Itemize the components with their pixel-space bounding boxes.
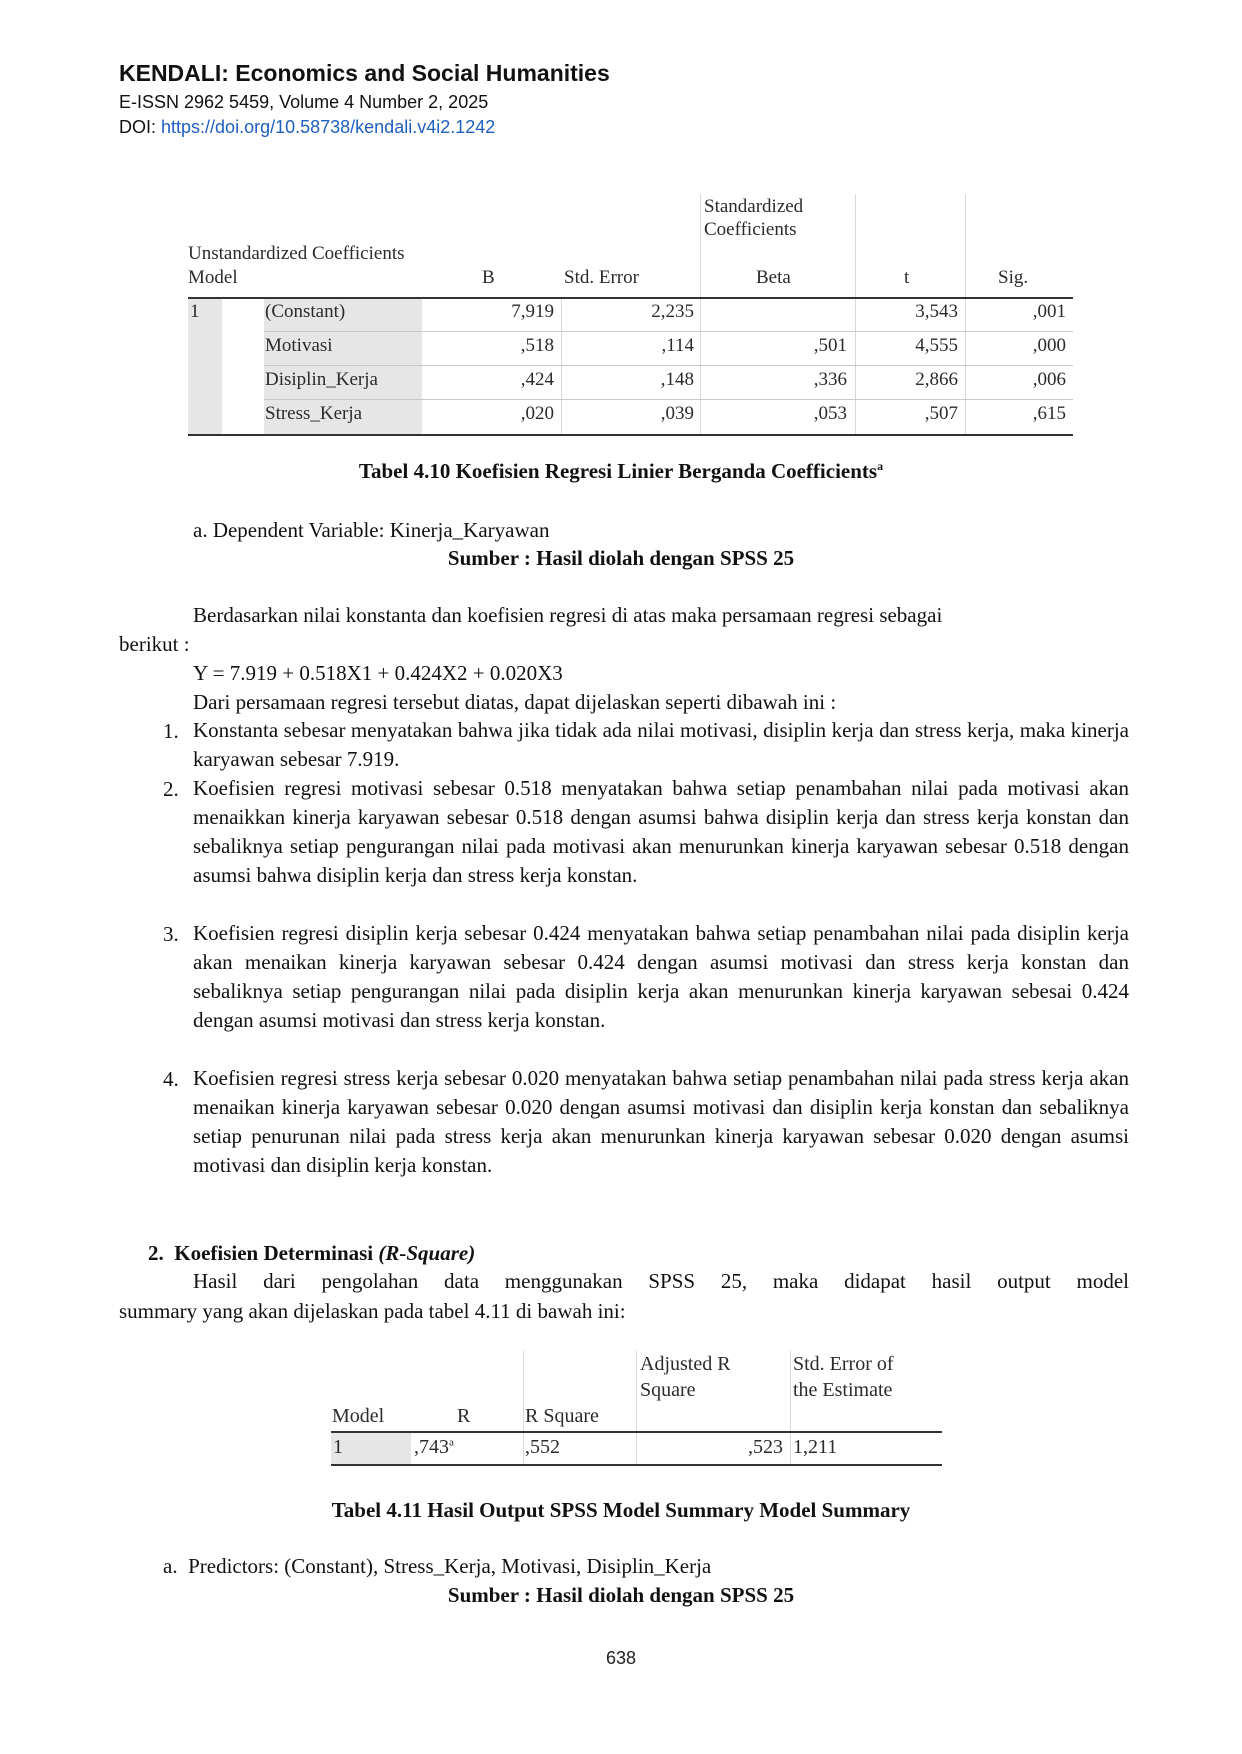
header-model: Model	[188, 267, 238, 288]
caption-superscript: a	[877, 459, 884, 473]
grid-line	[700, 298, 701, 434]
table-rule	[331, 1431, 942, 1433]
header-r-square: R Square	[525, 1405, 599, 1427]
adjusted-r-square-value: ,523	[748, 1436, 783, 1458]
header-adjusted-r: Adjusted R	[640, 1353, 731, 1375]
intro-line-continued: berikut :	[119, 632, 190, 656]
section-number: 2.	[148, 1241, 164, 1265]
grid-line	[965, 194, 966, 298]
header-standardized: Standardized	[704, 196, 804, 217]
issn-line: E-ISSN 2962 5459, Volume 4 Number 2, 2025	[119, 92, 489, 112]
t-value: 4,555	[915, 335, 958, 356]
sig-value: ,006	[1032, 369, 1066, 390]
std-error-value: 2,235	[651, 301, 694, 322]
model-number: 1	[333, 1436, 343, 1458]
list-text: Koefisien regresi stress kerja sebesar 0.020 menyatakan bahwa setiap penambahan nilai pada stress kerja akan menaikan kinerja karyawan sebesar 0.020 dengan asumsi motivasi dan disiplin kerja konstan dan sebaliknya setiap penurunan nilai pada stress kerja akan menurunkan kinerja karyawan sebesar 0.020 dengan asumsi motivasi dan disiplin kerja konstan.	[193, 1066, 1129, 1177]
grid-line	[636, 1433, 637, 1464]
page-number: 638	[605, 1648, 637, 1668]
predictor-name: Stress_Kerja	[265, 403, 363, 424]
std-error-value: 1,211	[793, 1436, 838, 1458]
grid-line	[636, 1351, 637, 1432]
section-title-italic: (R-Square)	[378, 1241, 476, 1265]
predictor-name: Disiplin_Kerja	[265, 369, 378, 390]
dependent-variable-note: a. Dependent Variable: Kinerja_Karyawan	[193, 518, 550, 542]
regression-equation: Y = 7.919 + 0.518X1 + 0.424X2 + 0.020X3	[193, 661, 563, 685]
header-model: Model	[332, 1405, 385, 1427]
std-error-value: ,039	[660, 403, 694, 424]
predictors-note	[163, 1554, 711, 1579]
beta-value: ,053	[813, 403, 847, 424]
grid-line	[561, 298, 562, 434]
doi-label: DOI:	[119, 117, 162, 137]
section-paragraph-continued: summary yang akan dijelaskan pada tabel 4.11 di bawah ini:	[119, 1299, 626, 1323]
table-caption: Tabel 4.11 Hasil Output SPSS Model Summary Model Summary	[331, 1498, 911, 1522]
grid-line	[700, 194, 701, 298]
std-error-value: ,114	[661, 335, 694, 356]
list-text: Koefisien regresi disiplin kerja sebesar 0.424 menyatakan bahwa setiap penambahan nilai pada disiplin kerja akan menaikan kinerja karyawan sebesar 0.424 dengan asumsi motivasi dan stress kerja konstan dan sebaliknya setiap pengurangan nilai pada disiplin kerja akan menurunkan kinerja karyawan sebesai 0.424 dengan asumsi motivasi dan stress kerja konstan.	[193, 921, 1129, 1032]
beta-value: ,336	[813, 369, 847, 390]
explanation-lead: Dari persamaan regresi tersebut diatas, dapat dijelaskan seperti dibawah ini :	[193, 690, 837, 714]
table-source: Sumber : Hasil diolah dengan SPSS 25	[447, 546, 795, 570]
header-std-error-of: Std. Error of	[793, 1353, 894, 1375]
b-value: ,518	[520, 335, 554, 356]
table-rule	[331, 1464, 942, 1466]
r-value-text: ,743	[414, 1436, 449, 1458]
t-value: 2,866	[915, 369, 958, 390]
t-value: 3,543	[915, 301, 958, 322]
b-value: 7,919	[511, 301, 554, 322]
journal-title: KENDALI: Economics and Social Humanities	[119, 60, 610, 86]
header-square: Square	[640, 1379, 696, 1401]
header-coefficients: Coefficients	[704, 219, 797, 240]
table-caption	[0, 459, 1242, 484]
list-number: 2.	[163, 777, 179, 801]
note-text: Predictors: (Constant), Stress_Kerja, Motivasi, Disiplin_Kerja	[188, 1554, 712, 1578]
list-text: Koefisien regresi motivasi sebesar 0.518 menyatakan bahwa setiap penambahan nilai pada motivasi akan menaikkan kinerja karyawan sebesar 0.518 dengan asumsi bahwa disiplin kerja dan stress kerja konstan dan sebaliknya setiap pengurangan nilai pada motivasi akan menurunkan kinerja karyawan sebesar 0.518 dengan asumsi bahwa disiplin kerja dan stress kerja konstan.	[193, 776, 1129, 887]
header-the-estimate: the Estimate	[793, 1379, 893, 1401]
header-sig: Sig.	[998, 267, 1029, 288]
grid-line	[523, 1433, 524, 1464]
row-divider	[264, 331, 1073, 332]
sig-value: ,615	[1032, 403, 1066, 424]
doi-line	[119, 117, 495, 138]
row-divider	[264, 365, 1073, 366]
header-b: B	[482, 267, 495, 288]
std-error-value: ,148	[660, 369, 694, 390]
list-text: Konstanta sebesar menyatakan bahwa jika tidak ada nilai motivasi, disiplin kerja dan stress kerja, maka kinerja karyawan sebesar 7.919.	[193, 718, 1129, 771]
section-title: Koefisien Determinasi	[174, 1241, 379, 1265]
table-rule	[188, 434, 1073, 436]
r-superscript: a	[449, 1436, 454, 1449]
predictor-name: (Constant)	[265, 301, 346, 322]
beta-value: ,501	[813, 335, 847, 356]
sig-value: ,001	[1032, 301, 1066, 322]
model-number: 1	[190, 301, 200, 322]
note-label: a.	[163, 1554, 178, 1578]
r-value	[414, 1436, 454, 1459]
header-std-error: Std. Error	[564, 267, 639, 288]
list-number: 1.	[163, 719, 179, 743]
grid-line	[790, 1433, 791, 1464]
sig-value: ,000	[1032, 335, 1066, 356]
b-value: ,424	[520, 369, 554, 390]
list-number: 4.	[163, 1067, 179, 1091]
grid-line	[523, 1351, 524, 1432]
intro-line: Berdasarkan nilai konstanta dan koefisien regresi di atas maka persamaan regresi sebagai	[193, 603, 943, 627]
b-value: ,020	[520, 403, 554, 424]
t-value: ,507	[924, 403, 958, 424]
list-number: 3.	[163, 922, 179, 946]
header-unstandardized: Unstandardized Coefficients	[188, 243, 405, 264]
header-t: t	[904, 267, 910, 288]
table-source: Sumber : Hasil diolah dengan SPSS 25	[447, 1583, 795, 1607]
section-paragraph: Hasil dari pengolahan data menggunakan SPSS 25, maka didapat hasil output model	[193, 1269, 1129, 1293]
row-divider	[264, 399, 1073, 400]
doi-link[interactable]: https://doi.org/10.58738/kendali.v4i2.1242	[161, 117, 496, 137]
section-heading	[148, 1241, 475, 1266]
model-cell-shade	[331, 1432, 411, 1464]
header-beta: Beta	[756, 267, 791, 288]
grid-line	[855, 194, 856, 298]
table-rule	[188, 297, 1073, 299]
grid-line	[790, 1351, 791, 1432]
header-r: R	[457, 1405, 471, 1427]
caption-text: Tabel 4.10 Koefisien Regresi Linier Berganda Coefficients	[358, 459, 878, 483]
r-square-value: ,552	[525, 1436, 560, 1458]
predictor-name: Motivasi	[265, 335, 333, 356]
